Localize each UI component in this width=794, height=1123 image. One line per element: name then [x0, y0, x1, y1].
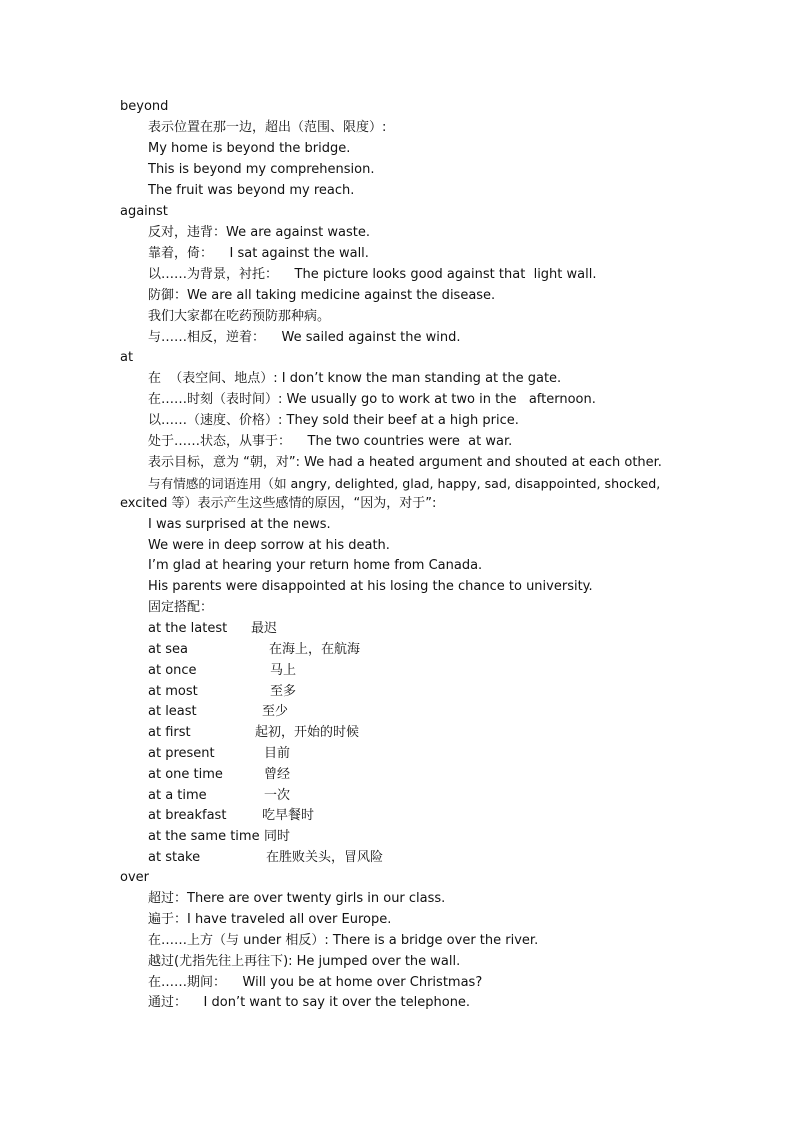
phrase-en: at most	[148, 684, 198, 699]
beyond-line-3: This is beyond my comprehension.	[148, 162, 375, 177]
phrase-en: at present	[148, 746, 215, 761]
against-line-3: 以……为背景，衬托： The picture looks good against that light wall.	[148, 267, 597, 282]
at-line-5: 表示目标，意为 “朝，对”: We had a heated argument and shouted at each other.	[148, 455, 662, 470]
phrase-zh: 马上	[270, 663, 297, 678]
beyond-line-2: My home is beyond the bridge.	[148, 141, 351, 156]
at-line-2: 在……时刻（表时间）: We usually go to work at two in the afternoon.	[148, 392, 596, 407]
phrase-en: at least	[148, 704, 197, 719]
beyond-line-1: 表示位置在那一边，超出（范围、限度）:	[148, 120, 387, 135]
over-line-1: 超过：There are over twenty girls in our class.	[148, 891, 446, 906]
phrase-zh: 至多	[270, 684, 297, 699]
section-heading-against: against	[120, 204, 168, 219]
over-line-5: 在……期间： Will you be at home over Christmas?	[148, 975, 483, 990]
at-example-4: His parents were disappointed at his losing the chance to university.	[148, 579, 593, 594]
phrase-zh: 起初，开始的时候	[255, 725, 360, 740]
over-line-4: 越过(尤指先往上再往下): He jumped over the wall.	[148, 954, 461, 969]
phrase-zh: 同时	[264, 829, 291, 844]
against-line-1: 反对，违背：We are against waste.	[148, 225, 371, 240]
phrase-en: at stake	[148, 850, 201, 865]
phrase-en: at one time	[148, 767, 223, 782]
phrase-zh: 曾经	[264, 767, 291, 782]
phrase-zh: 吃早餐时	[262, 808, 315, 823]
phrase-zh: 最迟	[251, 621, 278, 636]
phrase-en: at first	[148, 725, 191, 740]
section-heading-over: over	[120, 870, 149, 885]
over-line-2: 遍于：I have traveled all over Europe.	[148, 912, 392, 927]
phrase-en: at sea	[148, 642, 188, 657]
at-line-6: 与有情感的词语连用（如 angry, delighted, glad, happy, sad, disappointed, shocked,	[148, 476, 661, 491]
phrase-zh: 在海上，在航海	[269, 642, 361, 657]
section-heading-beyond: beyond	[120, 99, 169, 114]
at-line-1: 在 （表空间、地点）: I don’t know the man standing at the gate.	[148, 371, 562, 386]
phrase-en: at the latest	[148, 621, 228, 636]
phrase-en: at the same time	[148, 829, 260, 844]
phrase-zh: 一次	[264, 788, 291, 803]
beyond-line-4: The fruit was beyond my reach.	[148, 183, 355, 198]
against-line-2: 靠着，倚： I sat against the wall.	[148, 246, 369, 261]
phrase-zh: 目前	[264, 746, 291, 761]
at-wrap-line: excited 等）表示产生这些感情的原因，“因为，对于”:	[120, 496, 437, 511]
at-line-4: 处于……状态，从事于： The two countries were at war.	[148, 434, 513, 449]
phrase-en: at once	[148, 663, 197, 678]
against-line-6: 与……相反，逆着： We sailed against the wind.	[148, 330, 461, 345]
against-line-4: 防御：We are all taking medicine against the disease.	[148, 288, 496, 303]
phrase-en: at a time	[148, 788, 207, 803]
phrase-en: at breakfast	[148, 808, 227, 823]
phrase-zh: 在胜败关头，冒风险	[266, 850, 384, 865]
at-example-3: I’m glad at hearing your return home from Canada.	[148, 558, 483, 573]
at-line-3: 以……（速度、价格）: They sold their beef at a high price.	[148, 413, 519, 428]
against-line-5: 我们大家都在吃药预防那种病。	[148, 309, 331, 324]
section-heading-at: at	[120, 350, 134, 365]
over-line-3: 在……上方（与 under 相反）: There is a bridge over the river.	[148, 933, 539, 948]
at-example-2: We were in deep sorrow at his death.	[148, 538, 390, 553]
at-example-1: I was surprised at the news.	[148, 517, 331, 532]
phrases-title: 固定搭配：	[148, 600, 214, 615]
over-line-6: 通过： I don’t want to say it over the telephone.	[148, 995, 471, 1010]
phrase-zh: 至少	[262, 704, 289, 719]
